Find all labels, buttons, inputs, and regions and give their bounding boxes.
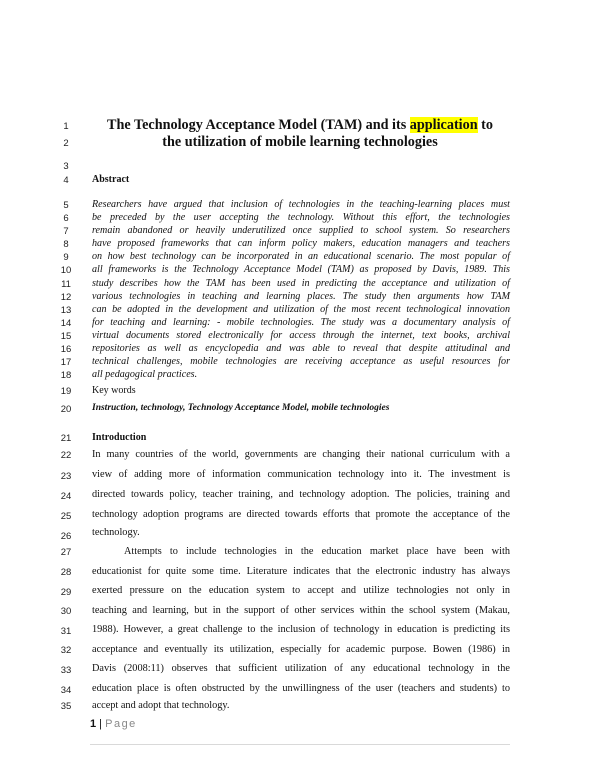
line-number: 5	[63, 200, 69, 211]
line-number: 28	[60, 567, 72, 578]
page-number: 1	[90, 718, 97, 730]
abstract-line: repositories as well as encyclopedia and was able to reveal that despite attitudinal and	[92, 343, 510, 354]
line-number: 19	[60, 386, 72, 397]
line-number: 29	[60, 587, 72, 598]
intro-paragraph-line: technology adoption programs are directed towards efforts that promote the acceptance of the	[92, 509, 510, 520]
abstract-line: all frameworks is the Technology Acceptance Model (TAM) as proposed by Davis, 1989. This	[92, 264, 510, 275]
intro-paragraph-line: Davis (2008:11) observes that sufficient utilization of any educational technology in the	[92, 663, 510, 674]
intro-paragraph-line: view of adding more of information communication technology into it. The investment is	[92, 469, 510, 480]
abstract-line: various technologies in teaching and learning places. The study then arguments how TAM	[92, 291, 510, 302]
abstract-line: be preceded by the user accepting the technology. Without this effort, the technologies	[92, 212, 510, 223]
line-number: 12	[60, 292, 72, 303]
intro-paragraph-line: educationist for quite some time. Literature indicates that the electronic industry has always	[92, 566, 510, 577]
line-number: 18	[60, 370, 72, 381]
intro-paragraph-line: technology.	[92, 527, 140, 538]
line-number: 24	[60, 491, 72, 502]
keywords-label: Key words	[92, 385, 136, 396]
intro-paragraph-line: teaching and learning, but in the support of other services within the school system (Makau,	[92, 605, 510, 616]
intro-paragraph-line: Attempts to include technologies in the education market place have been with	[124, 546, 510, 557]
abstract-line: virtual documents stored electronically for access through the internet, text books, archival	[92, 330, 510, 341]
intro-paragraph-line: education place is often obstructed by the unwillingness of the user (teachers and students) to	[92, 683, 510, 694]
line-number: 33	[60, 665, 72, 676]
line-number: 32	[60, 645, 72, 656]
abstract-line: on how best technology can be incorporated in an educational scenario. The most popular of	[92, 251, 510, 262]
line-number: 2	[63, 138, 69, 149]
paper-title-line-2: the utilization of mobile learning technologies	[162, 134, 438, 150]
abstract-heading: Abstract	[92, 174, 130, 185]
footer-separator: |	[96, 718, 106, 730]
line-number: 11	[61, 279, 71, 290]
line-number: 15	[60, 331, 72, 342]
line-number: 23	[60, 471, 72, 482]
line-number: 9	[63, 252, 69, 263]
line-number: 20	[60, 404, 72, 415]
page-footer	[90, 718, 137, 730]
line-number: 7	[63, 226, 69, 237]
paper-title-line-1: The Technology Acceptance Model (TAM) and its application to	[107, 117, 493, 133]
line-number: 14	[60, 318, 72, 329]
line-number: 31	[60, 626, 72, 637]
abstract-line: have proposed frameworks that can inform policy makers, education managers and teachers	[92, 238, 510, 249]
intro-paragraph-line: acceptance and eventually its utilization, especially for academic purpose. Bowen (1986) in	[92, 644, 510, 655]
abstract-line: all pedagogical practices.	[92, 369, 198, 380]
line-number: 30	[60, 606, 72, 617]
line-number: 10	[60, 265, 72, 276]
line-number: 35	[60, 701, 72, 712]
abstract-line: for teaching and learning: - mobile technologies. The study was a documentary analysis of	[92, 317, 510, 328]
intro-paragraph-line: directed towards policy, teacher training, and technology adoption. The policies, training and	[92, 489, 510, 500]
highlighted-word: application	[409, 117, 478, 133]
abstract-line: remain abandoned or heavily underutilized once supplied to school system. So researchers	[92, 225, 510, 236]
abstract-line: study describes how the TAM has been used in predicting the acceptance and utilization of	[92, 278, 510, 289]
abstract-line: technical challenges, mobile technologies are receiving acceptance as useful resources for	[92, 356, 510, 367]
line-number: 6	[63, 213, 69, 224]
line-number: 34	[60, 685, 72, 696]
line-number: 3	[63, 161, 69, 172]
line-number: 22	[60, 450, 72, 461]
keywords-list: Instruction, technology, Technology Acceptance Model, mobile technologies	[92, 403, 390, 413]
line-number: 25	[60, 511, 72, 522]
footer-divider	[90, 744, 510, 745]
line-number: 17	[60, 357, 72, 368]
abstract-line: Researchers have argued that inclusion of technologies in the teaching-learning places must	[92, 199, 510, 210]
line-number: 21	[60, 433, 72, 444]
abstract-line: can be adopted in the development and utilization of the most recent technological innovation	[92, 304, 510, 315]
line-number: 4	[63, 175, 69, 186]
line-number: 13	[60, 305, 72, 316]
introduction-heading: Introduction	[92, 432, 147, 443]
page-label: Page	[105, 718, 137, 730]
intro-paragraph-line: exerted pressure on the education system to accept and utilize technologies not only in	[92, 585, 510, 596]
line-number: 1	[63, 121, 69, 132]
intro-paragraph-line: In many countries of the world, governments are changing their national curriculum with a	[92, 449, 510, 460]
line-number: 27	[60, 547, 72, 558]
intro-paragraph-line: 1988). However, a great challenge to the inclusion of technology in education is predicting its	[92, 624, 510, 635]
intro-paragraph-line: accept and adopt that technology.	[92, 700, 230, 711]
line-number: 16	[60, 344, 72, 355]
line-number: 8	[63, 239, 69, 250]
line-number: 26	[60, 531, 72, 542]
